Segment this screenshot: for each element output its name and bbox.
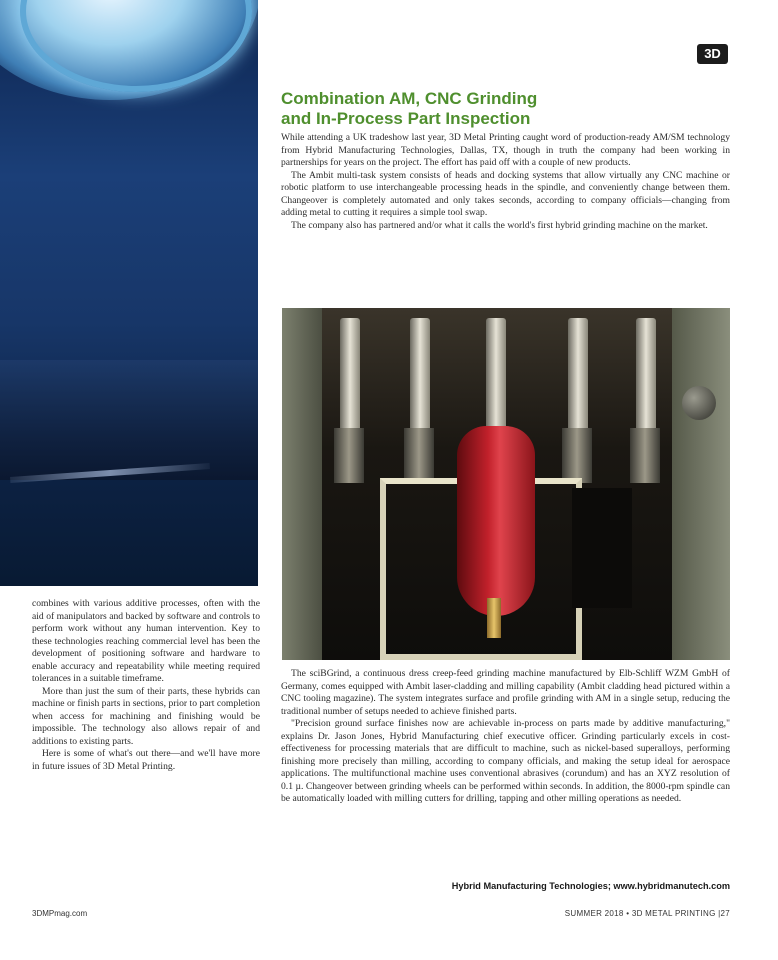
intro-column bbox=[281, 132, 730, 232]
photo-credit: Hybrid Manufacturing Technologies; www.hybridmanutech.com bbox=[451, 881, 730, 891]
hero-image bbox=[0, 0, 258, 586]
footer-issue-page: SUMMER 2018 • 3D METAL PRINTING |27 bbox=[564, 909, 730, 918]
tool-holder-spindle bbox=[410, 318, 430, 438]
photo-dark-block bbox=[572, 488, 632, 608]
left-paragraph: Here is some of what's out there—and we'll have more in future issues of 3D Metal Printing. bbox=[32, 748, 260, 772]
article-title bbox=[281, 89, 721, 129]
left-paragraph: More than just the sum of their parts, these hybrids can machine or finish parts in sections, prior to part completion when access for machining and finishing would be impossible. The technology also allows repair of and additions to existing parts. bbox=[32, 685, 260, 747]
tool-holder-base bbox=[404, 428, 434, 483]
footer-website: 3DMPmag.com bbox=[32, 909, 88, 918]
tool-holder-base bbox=[630, 428, 660, 483]
tool-holder-spindle bbox=[486, 318, 506, 438]
left-column bbox=[32, 598, 260, 773]
left-paragraph: combines with various additive processes, often with the aid of manipulators and backed by software and controls to perform work without any human intervention. Key to these technologies reaching commercial level has been the development of positioning software and hardware to enable accuracy and repeatability while meeting required tolerances in a suitable timeframe. bbox=[32, 598, 260, 684]
article-title-line-1: Combination AM, CNC Grinding bbox=[281, 89, 538, 108]
caption-paragraph: The sciBGrind, a continuous dress creep-feed grinding machine manufactured by Elb-Schliff WZM GmbH of Germany, comes equipped with Ambit laser-cladding and milling capability (Ambit cladding head pictured within a CNC tooling magazine). The system integrates surface and profile grinding with AM in a single setup, reducing the traditional number of setups needed to achieve finished parts. bbox=[281, 668, 730, 717]
intro-paragraph: The Ambit multi-task system consists of heads and docking systems that allow virtually any CNC machine or robotic platform to use interchangeable processing heads in the spindle, and conveniently change between them. Changeover is completely automated and only takes seconds, according to company officials—changing from adding metal to cutting it requires a simple tool swap. bbox=[281, 169, 730, 218]
caption-paragraph: "Precision ground surface finishes now are achievable in-process on parts made by additive manufacturing," explains Dr. Jason Jones, Hybrid Manufacturing chief executive officer. Grinding particularly excels in cost-effectiveness for processing materials that are difficult to machine, such as nickel-based superalloys, performing finishing more precisely than milling, according to company officials, and making the setup ideal for aerospace applications. The multifunctional machine uses conventional abrasives (corundum) and has an XYZ resolution of 0.1 µ. Changeover between grinding wheels can be performed within seconds. In addition, the 8000-rpm spindle can be automatically loaded with milling cutters for drilling, tapping and other milling operations as needed. bbox=[281, 718, 730, 804]
article-title-line-2: and In-Process Part Inspection bbox=[281, 109, 531, 128]
intro-paragraph: The company also has partnered and/or what it calls the world's first hybrid grinding machine on the market. bbox=[291, 219, 708, 231]
intro-paragraph: While attending a UK tradeshow last year, 3D Metal Printing caught word of production-ready AM/SM technology from Hybrid Manufacturing Technologies, Dallas, TX, though in truth the company had been working in partnerships for years on the project. The effort has paid off with a couple of new products. bbox=[281, 132, 730, 168]
caption-column bbox=[281, 668, 730, 806]
tool-holder-spindle bbox=[568, 318, 588, 438]
cladding-nozzle bbox=[487, 598, 501, 638]
tool-holder-base bbox=[334, 428, 364, 483]
machine-photo bbox=[282, 308, 730, 660]
photo-left-panel bbox=[282, 308, 322, 660]
hero-ledge bbox=[0, 360, 258, 480]
tool-holder-spindle bbox=[636, 318, 656, 438]
tool-holder-spindle bbox=[340, 318, 360, 438]
photo-door-knob bbox=[682, 386, 716, 420]
cladding-head bbox=[457, 426, 535, 616]
tool-holder-base bbox=[562, 428, 592, 483]
photo-right-panel bbox=[672, 308, 730, 660]
magazine-logo: 3D bbox=[697, 44, 728, 64]
